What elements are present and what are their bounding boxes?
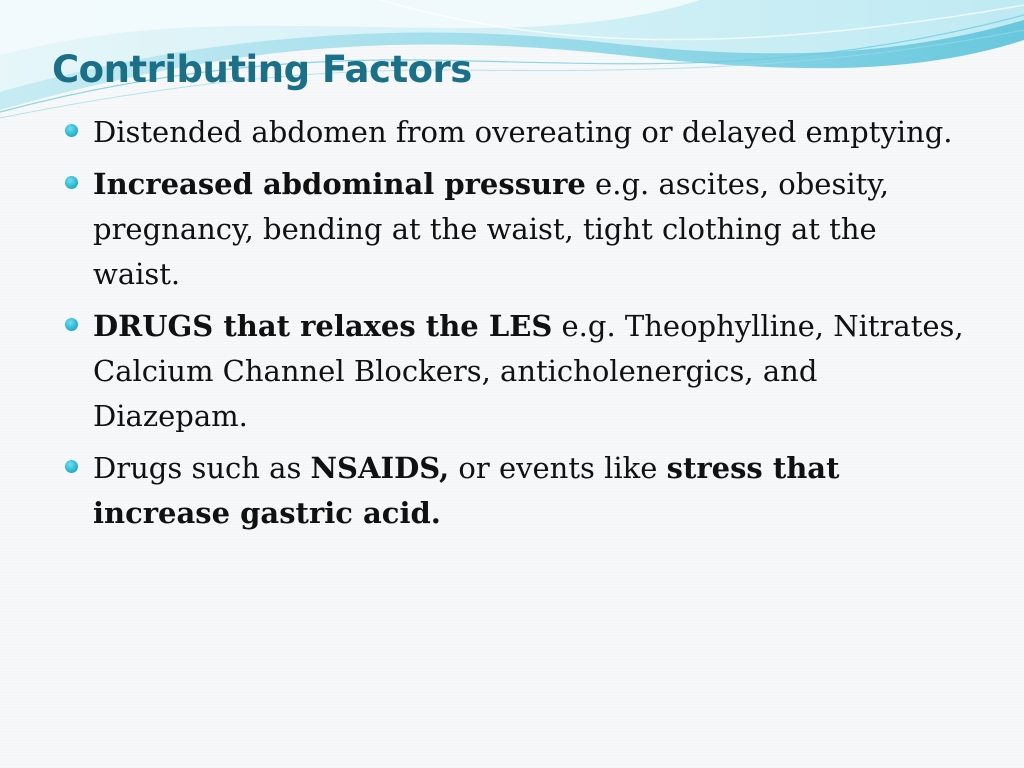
- bullet-bold-text: DRUGS that relaxes the LES: [93, 309, 553, 343]
- bullet-text: e.g. ascites, obesity, pregnancy, bending at the waist, tight clothing at the waist.: [93, 167, 890, 291]
- bullet-bold-text: Increased abdominal pressure: [93, 167, 586, 201]
- bullet-dot-icon: [65, 318, 78, 331]
- bullet-list: [93, 110, 973, 543]
- bullet-item: [93, 162, 973, 297]
- bullet-dot-icon: [65, 460, 78, 473]
- bullet-item: [93, 446, 973, 536]
- bullet-dot-icon: [65, 124, 78, 137]
- slide-title: Contributing Factors: [52, 48, 472, 91]
- bullet-text: Distended abdomen from overeating or delayed emptying.: [93, 115, 953, 149]
- bullet-text: Drugs such as: [93, 451, 311, 485]
- bullet-text: or events like: [449, 451, 667, 485]
- bullet-item: [93, 110, 973, 155]
- bullet-dot-icon: [65, 176, 78, 189]
- bullet-item: [93, 304, 973, 439]
- bullet-bold-text: stress that increase gastric acid.: [93, 451, 840, 530]
- bullet-text: e.g. Theophylline, Nitrates, Calcium Channel Blockers, anticholenergics, and Diazepam.: [93, 309, 964, 433]
- bullet-bold-text: NSAIDS,: [310, 451, 450, 485]
